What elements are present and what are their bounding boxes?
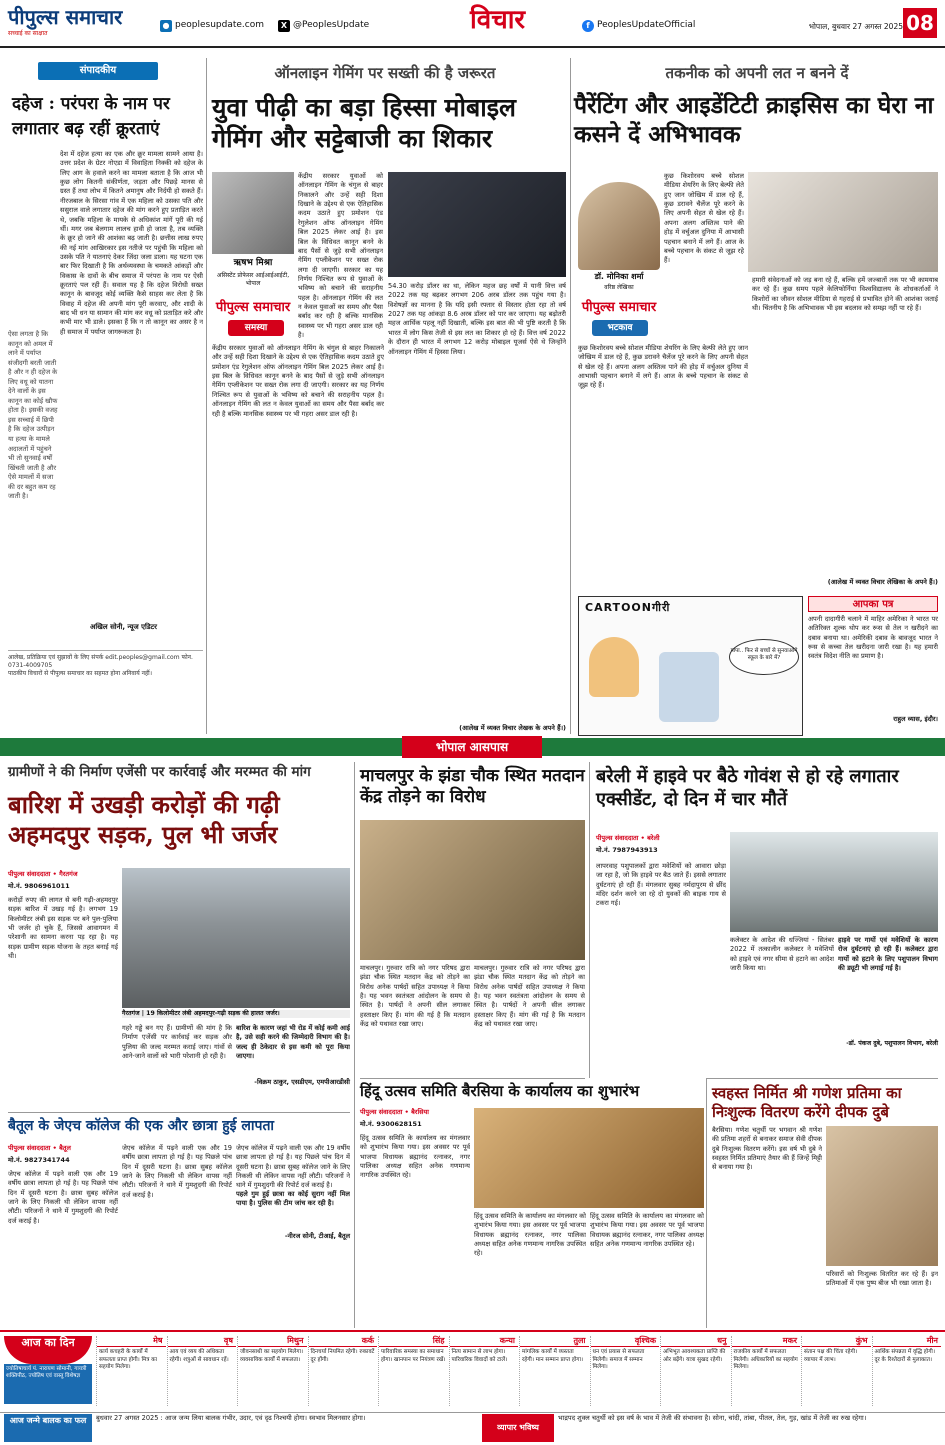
author-photo [212,172,294,254]
zodiac-sign-text: आर्थिक संपन्नता में वृद्धि होगी। दूर के रिश्तेदारों से मुलाकात। [874,1349,935,1363]
column-divider [706,1078,707,1328]
cartoon-character [589,637,639,697]
article2-body-intro: कुछ किशोरवय बच्चे सोशल मीडिया शेयरिंग के लिए बेल्फी लेते हुए जान जोखिम में डाल रहे हैं, कुछ डरावने चैलेंज पूरे करने के लिए अपनी सेहत से खेल रहे हैं। अपना अलग अस्तित्व पाने की होड़ में वर्चुअल दुनिया में आभासी पहचान बनाने में लगे हैं। आज के बच्चे पहचान के संकट से जूझ रहे हैं। [664,172,744,265]
zodiac-sign-text: राजकीय कार्यों में सफलता मिलेगी। अधिकारियों का सहयोग मिलेगा। [733,1349,798,1371]
zodiac-sign [660,1336,730,1406]
section-band-label: भोपाल आसपास [402,736,542,758]
dateline: भोपाल, बुधवार 27 अगस्त 2025 [808,22,903,31]
zodiac-sign-text: संतान पक्ष की चिंता रहेगी। व्यापार में लाभ। [804,1349,858,1363]
zodiac-sign-name: मेष [97,1336,166,1347]
story-betul-quote: पहले गुम हुई छात्रा का कोई सुराग नहीं मिल पाया है। पुलिस की टीम जांच कर रही है। [236,1190,350,1208]
story-cows-mobile: मो.नं. 7987943913 [596,846,658,854]
zodiac-sign-text: जीवनसाथी का सहयोग मिलेगा। व्यवसायिक कार्यों में सफलता। [240,1349,304,1363]
zodiac-sign-name: मिथुन [238,1336,307,1347]
story-ganesh-headline[interactable]: स्वहस्त निर्मित श्री गणेश प्रतिमा का निःशुल्क वितरण करेंगे दीपक दुबे [712,1084,902,1121]
story-betul-body: जेएच कॉलेज में पढ़ने वाली एक और 19 वर्षीय छात्रा लापता हो गई है। यह पिछले पांच दिन में दूसरी घटना है। छात्रा सुबह कॉलेज जाने के लिए निकली थी लेकिन वापस नहीं लौटी। परिजनों ने थाने में गुमशुदगी की रिपोर्ट दर्ज कराई है। [8,1170,118,1225]
article1-author-role: असिस्टेंट प्रोफेसर आईआईआईटी, भोपाल [216,272,290,287]
zodiac-sign [519,1336,589,1406]
office-inauguration-photo [474,1108,704,1208]
story-road-kicker: ग्रामीणों ने की निर्माण एजेंसी पर कार्रवाई और मरम्मत की मांग [8,764,311,780]
article1-body-right: 54.30 करोड़ डॉलर का था, लेकिन महज छह वर्षों में यानी वित्त वर्ष 2022 तक यह बढ़कर लगभग 206 अरब डॉलर तक पहुंच गया है। विशेषज्ञों का मानना है कि यदि इसी रफ्तार से विस्तार होता रहा तो वर्ष 2027 तक यह आंकड़ा 8.6 अरब डॉलर को पार कर जाएगा। यह बढ़ोतरी महज आर्थिक पहलू नहीं दिखाती, बल्कि इस बात की भी पुष्टि करती है कि भारत में लोग किस तेजी से इस लत का शिकार हो रहे हैं। वित्त वर्ष 2022 के दौरान ही भारत में लगभग 12 करोड़ मोबाइल यूजर्स ऐसे थे जिन्होंने ऑनलाइन गेमिंग में हिस्सा लिया। [388,282,566,356]
family-photo [748,172,938,272]
story-hindu-mobile: मो.नं. 9300628151 [360,1120,422,1128]
story-cows-byline: पीपुल्स संवाददाता • बरेली [596,834,660,842]
brand-stamp: पीपुल्स समाचार [215,300,291,315]
editorial-title[interactable]: दहेज : परंपरा के नाम पर लगातार बढ़ रहीं क्रूरताएं [12,94,170,139]
contact-note[interactable]: आलेख, प्रतिक्रिया एवं सुझावों के लिए संपर्क edit.peoples@gmail.com फोन. 0731-4009705 [8,654,193,669]
x-icon: X [278,20,290,32]
editorial-author: अखिल सोनी, न्यूज एडिटर [90,623,157,631]
article2-body-right: हमारी संवेदनाओं को जड़ बना रहे हैं, बल्कि हमें जज्बातों तक पर भी कामयाब कर रहे हैं। कुछ समय पहले केलिफोर्निया विश्वविद्यालय के शोधकर्ताओं ने किशोरों का जीवन सोशल मीडिया से गहराई से प्रभावित होने की आशंका जताई थी। चिंतनीय है कि अभिभावक भी इस बदलाव को समझ नहीं पा रहे हैं। [752,276,938,313]
letters-box [808,596,938,736]
article1-body-intro: केंद्रीय सरकार युवाओं को ऑनलाइन गेमिंग के चंगुल से बाहर निकालने और उन्हें सही दिशा दिखाने के उद्देश्य से एक ऐतिहासिक कदम उठाते हुए प्रमोशन एंड रेगुलेशन ऑफ ऑनलाइन गेमिंग बिल 2025 लेकर आई है। इस बिल के विधिवत कानून बनने के बाद पैसों से जुड़े सभी ऑनलाइन गेमिंग एप्लीकेशन पर सख्त रोक लगा दी जाएगी। सरकार का यह निर्णय निश्चित रूप से युवाओं के भविष्य को बचाने की सराहनीय पहल है। ऑनलाइन गेमिंग की लत न केवल युवाओं का समय और पैसा बर्बाद कर रही है बल्कि मानसिक स्वास्थ्य पर भी गहरा असर डाल रही है। [298,172,383,340]
article2-footer: (आलेख में व्यक्त विचार लेखिका के अपने हैं।) [827,578,938,586]
zodiac-sign-text: कार्य कचहरी के कार्यों में सफलता प्राप्त होगी। मित्र का सहयोग मिलेगा। [99,1349,157,1371]
road-photo-caption: गैरतगंज | 19 किलोमीटर लंबी अहमदपुर-गढ़ी सड़क की हालत जर्जर। [122,1010,350,1018]
zodiac-sign-name: वृश्चिक [591,1336,660,1347]
zodiac-sign [167,1336,237,1406]
zodiac-sign [378,1336,448,1406]
globe-icon: ● [160,20,172,32]
website-link[interactable]: ● peoplesupdate.com [160,20,264,32]
story-hindu-body-cont: हिंदू उत्सव समिति के कार्यालय का मंगलवार को शुभारंभ किया गया। इस अवसर पर पूर्व भाजपा विधायक ब्रह्मानंद रत्नाकर, नगर पालिका अध्यक्ष सहित अनेक गणमान्य नागरिक उपस्थित रहे। [474,1212,586,1258]
story-flag-body: माचलपुर। गुरुवार रात्रि को नगर परिषद द्वारा झंडा चौक स्थित मतदान केंद्र को तोड़ने का विरोध अनेक पार्षदों सहित उपाध्यक्ष ने किया है। यह भवन स्वतंत्रता आंदोलन के समय से स्थित है। पार्षदों ने अपनी सील लगाकर हस्ताक्षर किए हैं। मांग की गई है कि मतदान केंद्र को यथावत रखा जाए। [360,964,470,1029]
zodiac-sign [801,1336,871,1406]
column-divider [206,58,207,734]
article1-footer: (आलेख में व्यक्त विचार लेखक के अपने हैं।) [459,724,566,732]
zodiac-sign-text: अभिभूत आवश्यकता प्राप्ति की ओर बढ़ेंगे। यात्रा सुखद रहेगी। [663,1349,726,1363]
page-number: 08 [903,8,937,38]
story-road-headline[interactable]: बारिश में उखड़ी करोड़ों की गढ़ी अहमदपुर सड़क, पुल भी जर्जर [8,790,280,849]
zodiac-sign-name: तुला [520,1336,589,1347]
zodiac-sign-name: कर्क [309,1336,378,1347]
zodiac-sign [590,1336,660,1406]
masthead [0,0,945,48]
column-divider [570,58,571,734]
story-divider [706,1078,938,1079]
zodiac-sign-name: वृष [168,1336,237,1347]
article1-author-name: ऋषभ मिश्रा [233,258,273,268]
cattle-on-highway-photo [730,832,938,932]
aaj-ka-din-title: आज का दिन [4,1336,92,1364]
column-tag: समस्या [228,320,284,336]
story-betul-mobile: मो.नं. 9827341744 [8,1156,70,1164]
zodiac-sign-text: आय एवं व्यय की अधिकता रहेगी। शत्रुओं से सावधान रहें। [169,1349,229,1363]
letters-title: आपका पत्र [808,596,938,612]
business-forecast-text: भाद्रपद शुक्ल चतुर्थी को इस वर्ष के भाव में तेजी की संभावना है। सोना, चांदी, तांबा, पीतल, तेल, गुड़, खांड में तेजी का रुख रहेगा। [558,1414,867,1422]
article2-body-left: कुछ किशोरवय बच्चे सोशल मीडिया शेयरिंग के लिए बेल्फी लेते हुए जान जोखिम में डाल रहे हैं, कुछ डरावने चैलेंज पूरे करने के लिए अपनी सेहत से खेल रहे हैं। अपना अलग अस्तित्व पाने की होड़ में वर्चुअल दुनिया में आभासी पहचान बनाने में लगे हैं। आज के बच्चे पहचान के संकट से जूझ रहे हैं। [578,344,748,390]
ganesh-idol-photo [826,1126,938,1266]
column-tag: भटकाव [592,320,648,336]
zodiac-sign-text: धन एवं प्रयास से सफलता मिलेगी। समाज में सम्मान मिलेगा। [592,1349,645,1371]
zodiac-sign-text: दिनचर्या नियमित रहेगी। रुकावटें दूर होंगी। [310,1349,375,1363]
zodiac-sign [96,1336,166,1406]
article1-headline[interactable]: युवा पीढ़ी का बड़ा हिस्सा मोबाइल गेमिंग और सट्टेबाजी का शिकार [212,93,516,154]
zodiac-sign-text: मांगलिक कार्यों में व्यस्तता रहेगी। मान सम्मान प्राप्त होगा। [522,1349,584,1363]
facebook-link[interactable]: f PeoplesUpdateOfficial [582,20,695,32]
zodiac-sign-name: सिंह [379,1336,448,1347]
story-cows-quote: हाइवे पर गायों एवं मवेशियों के कारण रोज दुर्घटनाएं हो रही हैं। कलेक्टर द्वारा गायों को हटाने के लिए पशुपालन विभाग की ड्यूटी भी लगाई गई है। [838,936,938,973]
story-hindu-headline[interactable]: हिंदू उत्सव समिति बैरसिया के कार्यालय का शुभारंभ [360,1082,640,1100]
section-title: विचार [470,5,526,35]
story-hindu-byline: पीपुल्स संवाददाता • बैरसिया [360,1108,429,1116]
author-photo [578,182,660,270]
editorial-footer [8,650,203,680]
story-divider [360,1078,585,1079]
aaj-ka-din-box [4,1336,92,1406]
editorial-pull-quote: ऐसा लगता है कि कानून को अमल में लाने में पर्याप्त संजीदगी बरती जाती है और न ही दहेज के लिए वधू को यातना देने वालों के इस कानून का कोई खौफ होता है। इसकी वजह इस सच्चाई में छिपी है कि दहेज उत्पीड़न या हत्या के मामले अदालतों में पहुंचने भी तो सुनवाई वर्षों खिंचती जाती है और ऐसे मामलों में सजा की दर बहुत कम रह जाती है। [8,330,58,501]
business-forecast-label: व्यापार भविष्य [482,1414,554,1442]
article2-author-role: वरिष्ठ लेखिका [604,284,634,291]
cartoon-speech-bubble: पापा.. फिर से बच्चों से सुनवाओगे स्कूल के बारे में? [729,639,799,675]
article2-kicker: तकनीक को अपनी लत न बनने दें [665,64,849,82]
column-divider [589,762,590,1078]
story-hindu-body: हिंदू उत्सव समिति के कार्यालय का मंगलवार को शुभारंभ किया गया। इस अवसर पर पूर्व भाजपा विधायक ब्रह्मानंद रत्नाकर, नगर पालिका अध्यक्ष सहित अनेक गणमान्य नागरिक उपस्थित रहे। [360,1134,470,1180]
letters-body: अपनी दादागीरी चलाने में माहिर अमेरिका ने भारत पर अतिरिक्त शुल्क थोप कर रूस से तेल न खरीदने का दबाव बनाया था। अमेरिकी दबाव के बावजूद भारत ने रूस से कच्चा तेल खरीदना जारी रखा है। यह हमारी स्वतंत्र विदेश नीति का प्रमाण है। [808,615,938,661]
birth-forecast-label: आज जन्मे बालक का फल [4,1414,92,1442]
facebook-icon: f [582,20,594,32]
story-road-quote-author: -विक्रम ठाकुर, एसडीएम, एमपीआरडीसी [254,1078,350,1086]
story-betul-quote-author: -नीरज सोनी, टीआई, बैतूल [284,1232,350,1240]
cartoon-character [659,652,719,722]
zodiac-sign-name: कुंभ [802,1336,871,1347]
story-cows-body: लापरवाह पशुपालकों द्वारा मवेशियों को आवारा छोड़ा जा रहा है, जो कि हाइवे पर बैठ जाते हैं। इससे लगातार दुर्घटनाएं हो रही हैं। मंगलवार सुबह नर्मदापुरम से छींद मंदिर दर्शन करने जा रहे दो युवकों की बाइक गाय से टकरा गई। [596,862,726,908]
twitter-link[interactable]: X @PeoplesUpdate [278,20,369,32]
story-road-body2: गहरे गड्ढे बन गए हैं। ग्रामीणों की मांग है कि निर्माण एजेंसी पर कार्रवाई कर सड़क और पुलिया की जल्द मरम्मत कराई जाए। गांवों से आने-जाने वालों को भारी परेशानी हो रही है। [122,1024,232,1061]
story-cows-headline[interactable]: बरेली में हाइवे पर बैठे गोवंश से हो रहे लगातार एक्सीडेंट, दो दिन में चार मौतें [596,766,899,810]
story-ganesh-body2: परिवारों को निःशुल्क वितरित कर रहे हैं। इन प्रतिमाओं में एक पुष्प बीज भी रखा जाता है। [826,1270,938,1288]
brand-stamp: पीपुल्स समाचार [581,300,657,315]
story-divider [8,1112,350,1113]
story-betul-byline: पीपुल्स संवाददाता • बैतूल [8,1144,71,1152]
zodiac-sign-name: कन्या [450,1336,519,1347]
zodiac-sign-name: मीन [873,1336,942,1347]
damaged-road-photo [122,868,350,1008]
letters-author: राहुल व्यास, इंदौर। [893,715,938,723]
story-road-body: करोड़ों रुपए की लागत से बनी गढ़ी-अहमदपुर सड़क बारिश में उखड़ गई है। लगभग 19 किलोमीटर लंबी इस सड़क पर बने पुल-पुलिया भी जर्जर हो चुके हैं, जिससे आवागमन में परेशानी का सामना करना पड़ रहा है। यह सड़क ग्रामीण सड़क योजना के तहत बनाई गई थी। [8,896,118,961]
article2-author-name: डॉ. मोनिका शर्मा [594,272,644,281]
astrologer-info: ज्योतिषाचार्य पं. नारायण सोमानी, गायत्री शक्तिपीठ, ज्योतिष एवं वास्तु विशेषज्ञ [4,1364,92,1404]
story-road-byline: पीपुल्स संवाददाता • गैरतगंज [8,870,78,878]
story-cows-body2: कलेक्टर के आदेश की धज्जियां - सितंबर 2022 में तत्कालीन कलेक्टर ने मवेशियों को हाइवे एवं नगर सीमा से हटाने का आदेश जारी किया था। [730,936,834,973]
zodiac-sign-name: धनु [661,1336,730,1347]
story-betul-body-cont2: जेएच कॉलेज में पढ़ने वाली एक और 19 वर्षीय छात्रा लापता हो गई है। यह पिछले पांच दिन में दूसरी घटना है। छात्रा सुबह कॉलेज जाने के लिए निकली थी लेकिन वापस नहीं लौटी। परिजनों ने थाने में गुमशुदगी की रिपोर्ट दर्ज कराई है। [236,1144,350,1190]
article1-kicker: ऑनलाइन गेमिंग पर सख्ती की है जरूरत [274,64,496,82]
zodiac-sign [731,1336,801,1406]
story-flag-body-cont: माचलपुर। गुरुवार रात्रि को नगर परिषद द्वारा झंडा चौक स्थित मतदान केंद्र को तोड़ने का विरोध अनेक पार्षदों सहित उपाध्यक्ष ने किया है। यह भवन स्वतंत्रता आंदोलन के समय से स्थित है। पार्षदों ने अपनी सील लगाकर हस्ताक्षर किए हैं। मांग की गई है कि मतदान केंद्र को यथावत रखा जाए। [474,964,585,1029]
article2-headline[interactable]: पैरेंटिंग और आइडेंटिटी क्राइसिस का घेरा ना कसने दें अभिभावक [574,92,934,148]
zodiac-sign [237,1336,307,1406]
story-road-mobile: मो.नं. 9806961011 [8,882,70,890]
zodiac-sign-name: मकर [732,1336,801,1347]
protest-crowd-photo [360,820,585,960]
editorial-tag: संपादकीय [38,62,158,80]
story-hindu-body-cont2: हिंदू उत्सव समिति के कार्यालय का मंगलवार को शुभारंभ किया गया। इस अवसर पर पूर्व भाजपा विधायक ब्रह्मानंद रत्नाकर, नगर पालिका अध्यक्ष सहित अनेक गणमान्य नागरिक उपस्थित रहे। [590,1212,704,1249]
disclaimer-note: पाठकीय विचारों से पीपुल्स समाचार का सहमत होना अनिवार्य नहीं। [8,669,153,677]
zodiac-sign-text: नित्य सामान से लाभ होगा। पारिवारिक विवादों को टालें। [451,1349,508,1363]
zodiac-sign [449,1336,519,1406]
story-cows-quote-author: -डॉ. पंकज दुबे, पशुपालन विभाग, बरेली [846,1040,938,1047]
story-ganesh-body: बैरसिया। गणेश चतुर्थी पर भगवान श्री गणेश की प्रतिमा शहरों से बनाकर समाज सेवी दीपक दुबे निःशुल्क वितरण करेंगे। इस वर्ष भी दुबे ने स्वहस्त निर्मित प्रतिमाएं तैयार की हैं जिन्हें मिट्टी से बनाया गया है। [712,1126,822,1172]
birth-forecast-text: बुधवार 27 अगस्त 2025 : आज जन्म लिया बालक गंभीर, उदार, एवं दृढ निश्चयी होगा। स्वभाव मिलनसार होगा। [96,1414,366,1422]
newspaper-logo[interactable]: पीपुल्स समाचार सच्चाई का साक्षात [8,5,123,37]
story-betul-headline[interactable]: बैतूल के जेएच कॉलेज की एक और छात्रा हुई लापता [8,1118,275,1134]
zodiac-sign [872,1336,942,1406]
zodiac-sign [308,1336,378,1406]
cartoon-title: CARTOONगीरी [585,601,671,614]
story-betul-body-cont: जेएच कॉलेज में पढ़ने वाली एक और 19 वर्षीय छात्रा लापता हो गई है। यह पिछले पांच दिन में दूसरी घटना है। छात्रा सुबह कॉलेज जाने के लिए निकली थी लेकिन वापस नहीं लौटी। परिजनों ने थाने में गुमशुदगी की रिपोर्ट दर्ज कराई है। [122,1144,232,1199]
column-divider [354,762,355,1328]
editorial-body: देश में दहेज हत्या का एक और क्रूर मामला सामने आया है। उत्तर प्रदेश के ग्रेटर नोएडा में विवाहिता निक्की को दहेज के लिए आग के हवाले करने का मामला बताता है कि आज भी कुछ लोग कितनी संकीर्णता, जड़ता और पिछड़े मानस से ग्रस्त हैं तथा लोभ में कितने अमानुष और निर्दयी हो सकते हैं। नीरजबाल के सिरसा गांव में एक महिला को उसका पति और ससुराल वाले लगातार दहेज की मांग करने हुए प्रताड़ित करते थे, जबकि महिला के मायके से अधिकांश मांगें पूरी की गई थीं। मगर जब बेलगाम लालच हावी हो जाता है, तब व्यक्ति के क्रूर हो जाने की आशंका बढ़ जाती है। छत्तीस लाख रुपए की नई मांग आखिरकार इस नतीजे पर पहुंची कि महिला को उसके पति ने यातनाएं देकर जिंदा जला डाला। यह घटना एक बार फिर दिखाती है कि अर्थव्यवस्था के चमकते आंकड़ों और विकास के दावों के बीच समाज में परंपरा के नाम पर ऐसी क्रूरताएं पल रही हैं। सवाल यह है कि दहेज विरोधी सख्त कानून के बावजूद कोई व्यक्ति कैसे साहस कर लेता है कि विवाह में दहेज की अपनी मांग पूरी करवाए, और शादी के बाद भी धन या सामान की मांग कर वधू को प्रताड़ित करे और कभी मार भी डाले। इसका हैं कि न तो कानून का असर है न ही समाज में पर्याप्त जागरूकता है। [60,150,203,336]
cartoon-panel [578,596,803,736]
story-road-quote: बारिश के कारण जहां भी रोड में कोई कमी आई है, उसे सही करने की जिम्मेदारी विभाग की है। जल्द ही ठेकेदार से इस कमी को पूरा किया जाएगा। [236,1024,350,1061]
zodiac-sign-text: पारिवारिक समस्या का समाधान होगा। खानपान पर नियंत्रण रखें। [381,1349,446,1363]
story-flag-headline[interactable]: माचलपुर के झंडा चौक स्थित मतदान केंद्र तोड़ने का विरोध [360,766,585,808]
mobile-gaming-photo [388,172,566,277]
article1-body-left: केंद्रीय सरकार युवाओं को ऑनलाइन गेमिंग के चंगुल से बाहर निकालने और उन्हें सही दिशा दिखाने के उद्देश्य से एक ऐतिहासिक कदम उठाते हुए प्रमोशन एंड रेगुलेशन ऑफ ऑनलाइन गेमिंग बिल 2025 लेकर आई है। इस बिल के विधिवत कानून बनने के बाद पैसों से जुड़े सभी ऑनलाइन गेमिंग एप्लीकेशन पर सख्त रोक लगा दी जाएगी। सरकार का यह निर्णय निश्चित रूप से युवाओं के भविष्य को बचाने की सराहनीय पहल है। ऑनलाइन गेमिंग की लत न केवल युवाओं का समय और पैसा बर्बाद कर रही है बल्कि मानसिक स्वास्थ्य पर भी गहरा असर डाल रही है। [212,344,384,418]
